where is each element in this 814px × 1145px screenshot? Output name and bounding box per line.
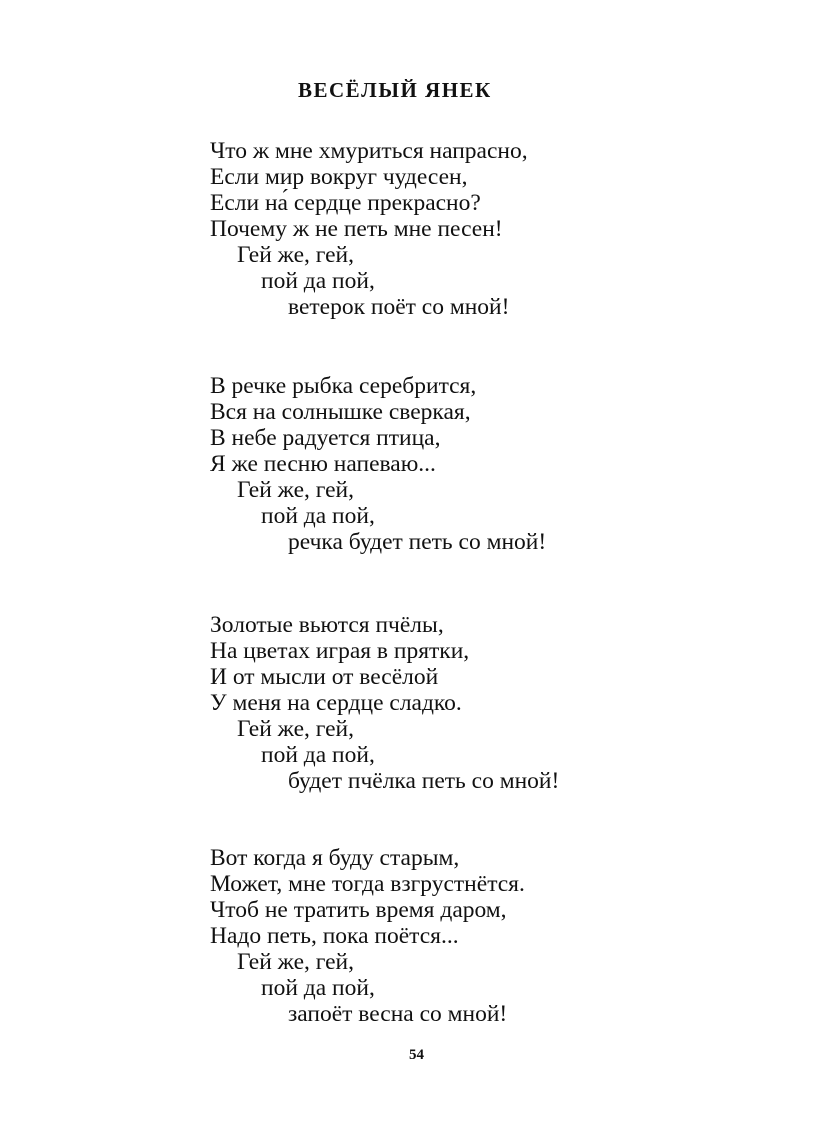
poem-line: Если мир вокруг чудесен, (210, 164, 468, 190)
poem-title: ВЕСЁЛЫЙ ЯНЕК (298, 78, 492, 102)
poem-line: Я же песню напеваю... (210, 451, 436, 477)
poem-line: Почему ж не петь мне песен! (210, 216, 503, 242)
poem-line: На цветах играя в прятки, (210, 638, 470, 664)
poem-line: В речке рыбка серебрится, (210, 373, 477, 399)
refrain-line: пой да пой, (261, 503, 375, 529)
page-number: 54 (409, 1047, 424, 1063)
refrain-line: пой да пой, (261, 742, 375, 768)
poem-line: И от мысли от весёлой (210, 664, 439, 690)
poem-line: Вся на солнышке сверкая, (210, 399, 471, 425)
refrain-line: Гей же, гей, (237, 242, 354, 268)
refrain-line: Гей же, гей, (237, 716, 354, 742)
poem-line: В небе радуется птица, (210, 425, 441, 451)
refrain-line: запоёт весна со мной! (288, 1001, 508, 1027)
poem-line: Вот когда я буду старым, (210, 845, 460, 871)
refrain-line: Гей же, гей, (237, 477, 354, 503)
poem-line: Надо петь, пока поётся... (210, 923, 459, 949)
refrain-line: пой да пой, (261, 268, 375, 294)
refrain-line: ветерок поёт со мной! (288, 294, 510, 320)
poem-line: Если на́ сердце прекрасно? (210, 190, 481, 216)
poem-line: Может, мне тогда взгрустнётся. (210, 871, 525, 897)
refrain-line: будет пчёлка петь со мной! (288, 768, 560, 794)
poem-line: Чтоб не тратить время даром, (210, 897, 507, 923)
refrain-line: речка будет петь со мной! (288, 529, 547, 555)
poem-line: Золотые вьются пчёлы, (210, 612, 444, 638)
poem-line: У меня на сердце сладко. (210, 690, 462, 716)
poem-line: Что ж мне хмуриться напрасно, (210, 138, 528, 164)
refrain-line: Гей же, гей, (237, 949, 354, 975)
refrain-line: пой да пой, (261, 975, 375, 1001)
